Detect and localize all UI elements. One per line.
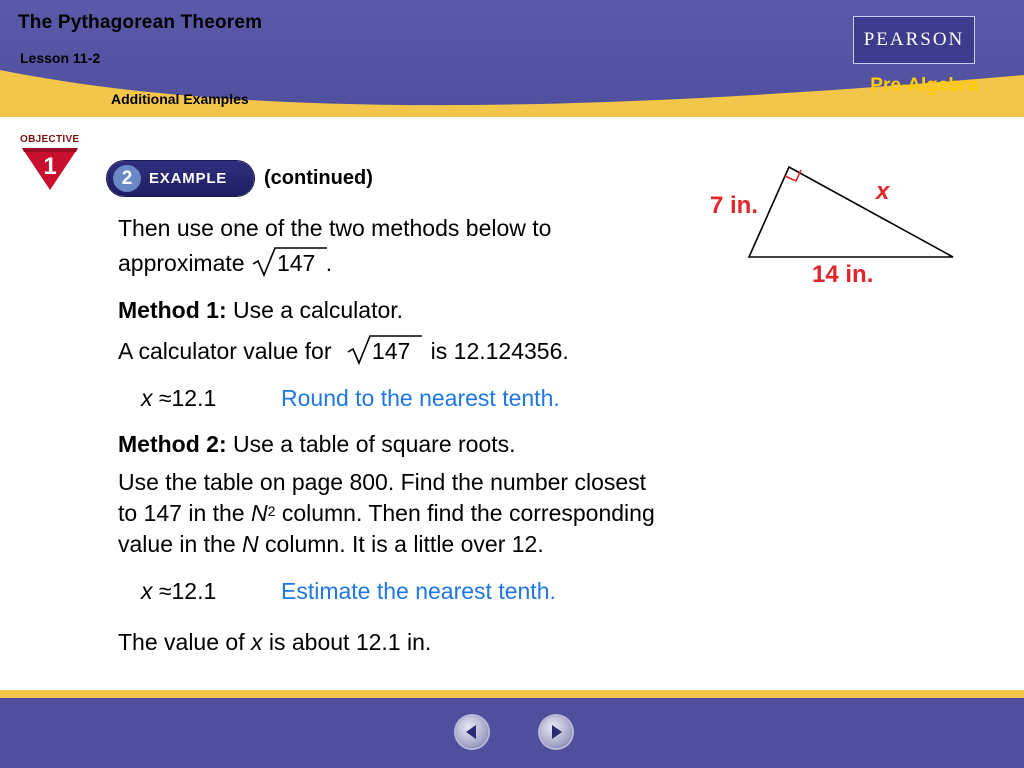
radicand-2: 147 <box>371 338 411 364</box>
approx-value-2: 12.1 <box>171 578 217 604</box>
approx-line-2 <box>141 576 216 607</box>
method-2-line-2b: column. Then find the corresponding <box>281 500 655 526</box>
variable-x-3: x <box>250 629 263 655</box>
calculator-prefix: A calculator value for <box>118 338 332 364</box>
method-2-title: Method 2: <box>118 431 227 457</box>
publisher-logo: PEARSON <box>853 16 975 64</box>
leg-horizontal-label: 14 in. <box>812 261 874 288</box>
final-text-a: The value of <box>118 629 245 655</box>
variable-x-2: x <box>141 578 153 604</box>
sqrt-expression <box>251 248 319 279</box>
header-banner <box>0 0 1024 117</box>
sqrt-expression-2 <box>346 336 414 367</box>
method-2-line-3 <box>118 529 544 560</box>
method-1-text: Use a calculator. <box>233 297 404 323</box>
approximate-text: approximate <box>118 250 245 276</box>
right-triangle-diagram <box>700 160 970 305</box>
radical-sign-icon <box>251 244 329 278</box>
approx-line-1 <box>141 383 216 414</box>
method-2-line-2a: to 147 in the <box>118 500 245 526</box>
method-2-line-3a: value in the <box>118 531 236 557</box>
method-2-line-1: Use the table on page 800. Find the number closest <box>118 469 647 495</box>
intro-line-1: Then use one of the two methods below to <box>118 215 552 241</box>
variable-x: x <box>141 385 153 411</box>
next-slide-button[interactable] <box>540 716 572 748</box>
radical-sign-icon-2 <box>346 332 424 366</box>
lesson-title: The Pythagorean Theorem <box>18 12 263 33</box>
intro-line-2 <box>118 248 332 279</box>
footer-bar <box>0 698 1024 768</box>
leg-vertical-label: 7 in. <box>710 192 759 219</box>
hypotenuse-label: x <box>876 178 890 205</box>
round-note: Round to the nearest tenth. <box>281 385 560 411</box>
final-text-b: is about 12.1 in. <box>268 629 432 655</box>
objective-arrow-icon <box>20 134 90 194</box>
objective-label: OBJECTIVE <box>20 134 80 145</box>
exponent-2: 2 <box>267 503 276 519</box>
example-label: EXAMPLE <box>149 170 228 187</box>
example-badge <box>107 161 254 196</box>
method-2-line-3b: column. It is a little over 12. <box>265 531 544 557</box>
n-variable-2: N <box>242 531 259 557</box>
approx-symbol: ≈ <box>158 385 172 411</box>
chevron-right-icon <box>540 716 572 748</box>
approx-value: 12.1 <box>171 385 217 411</box>
calculator-suffix: is 12.124356. <box>430 338 569 364</box>
objective-number: 1 <box>43 153 57 180</box>
method-2-line <box>118 429 516 460</box>
method-2-text: Use a table of square roots. <box>233 431 516 457</box>
continued-label: (continued) <box>264 167 373 189</box>
method-1-title: Method 1: <box>118 297 227 323</box>
calculator-line <box>118 336 569 367</box>
section-label: Additional Examples <box>111 91 249 107</box>
estimate-note: Estimate the nearest tenth. <box>281 578 556 604</box>
period: . <box>325 250 333 276</box>
radicand: 147 <box>276 250 316 276</box>
method-1-line <box>118 295 403 326</box>
objective-badge <box>20 134 90 194</box>
example-number: 2 <box>113 165 141 192</box>
final-line <box>118 627 431 658</box>
prev-slide-button[interactable] <box>456 716 488 748</box>
method-2-line-2 <box>118 498 655 529</box>
lesson-number: Lesson 11-2 <box>20 50 101 66</box>
chevron-left-icon <box>456 716 488 748</box>
approx-symbol-2: ≈ <box>158 578 172 604</box>
n-variable: N <box>251 500 268 526</box>
course-name: Pre-Algebra <box>870 75 978 96</box>
footer-stripe <box>0 690 1024 698</box>
